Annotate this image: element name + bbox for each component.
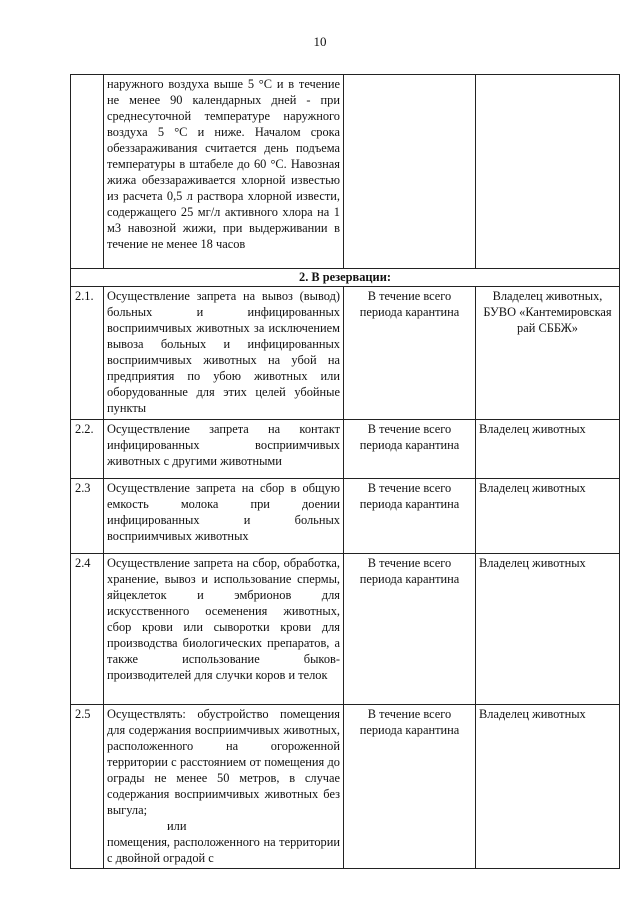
table-row <box>71 287 620 420</box>
page-number: 10 <box>313 34 327 49</box>
term-cell: В течение всего периода карантина <box>344 705 476 869</box>
num-cell <box>71 75 104 269</box>
row-number: 2.3 <box>71 479 104 554</box>
continuation-row <box>71 75 620 269</box>
term-cell <box>344 75 476 269</box>
measure-text: Осуществление запрета на вывоз (вывод) больных и инфицированных восприимчивых животных за исключением вывоза больных и инфицированных восприимчивых животных на убой на предприятия по убою животных или оборудованные для этих целей убойные пункты <box>104 287 344 420</box>
table-row <box>71 554 620 705</box>
row-number: 2.4 <box>71 554 104 705</box>
measure-text-part2: помещения, расположенного на территории с двойной оградой с <box>107 835 340 865</box>
measure-text: Осуществление запрета на контакт инфицированных восприимчивых животных с другими животными <box>104 420 344 479</box>
table-row <box>71 705 620 869</box>
responsible-cell <box>476 75 620 269</box>
table-row <box>71 420 620 479</box>
term-cell: В течение всего периода карантина <box>344 420 476 479</box>
term-cell: В течение всего периода карантина <box>344 479 476 554</box>
term-cell: В течение всего периода карантина <box>344 554 476 705</box>
row-number: 2.5 <box>71 705 104 869</box>
responsible-cell: Владелец животных <box>476 420 620 479</box>
measure-text: Осуществление запрета на сбор, обработка, хранение, вывоз и использование спермы, яйцеклеток и эмбрионов для искусственного осеменения животных, сбор крови или сыворотки крови для производства биологических препаратов, а также использование быков-производителей для случки коров и телок <box>104 554 344 705</box>
term-cell: В течение всего периода карантина <box>344 287 476 420</box>
responsible-cell: Владелец животных, БУВО «Кантемировская рай СББЖ» <box>476 287 620 420</box>
section-title: 2. В резервации: <box>71 269 620 287</box>
measure-text-or: или <box>167 819 187 833</box>
row-number: 2.1. <box>71 287 104 420</box>
responsible-cell: Владелец животных <box>476 479 620 554</box>
section-header-row <box>71 269 620 287</box>
measure-text: наружного воздуха выше 5 °С и в течение не менее 90 календарных дней - при среднесуточной температуре наружного воздуха 5 °С и ниже. Началом срока обеззараживания считается день подъема температуры в штабеле до 60 °С. Навозная жижа обеззараживается хлорной известью из расчета 0,5 л раствора хлорной извести, содержащего 25 мг/л активного хлора на 1 м3 навозной жижи, при выдерживании в течение не менее 18 часов <box>104 75 344 269</box>
measure-text <box>104 705 344 869</box>
row-number: 2.2. <box>71 420 104 479</box>
measures-table <box>70 74 620 869</box>
measure-text-part1: Осуществлять: обустройство помещения для содержания восприимчивых животных, расположенного на огороженной территории с расстоянием от помещения до ограды не менее 50 метров, в случае содержания восприимчивых животных без выгула; <box>107 707 340 817</box>
responsible-cell: Владелец животных <box>476 554 620 705</box>
measure-text: Осуществление запрета на сбор в общую емкость молока при доении инфицированных и больных восприимчивых животных <box>104 479 344 554</box>
responsible-cell: Владелец животных <box>476 705 620 869</box>
table-row <box>71 479 620 554</box>
